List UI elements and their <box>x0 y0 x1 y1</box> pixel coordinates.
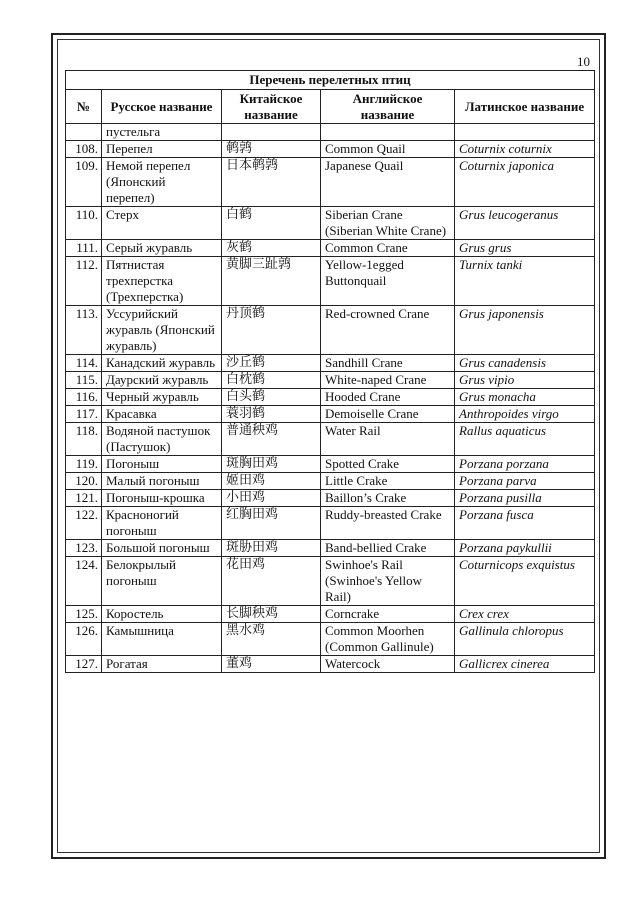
header-number: № <box>66 90 102 124</box>
cell-chinese-name: 小田鸡 <box>222 490 321 507</box>
cell-russian-name: Черный журавль <box>102 389 222 406</box>
cell-number: 119. <box>66 456 102 473</box>
cell-english-name: Baillon’s Crake <box>321 490 455 507</box>
cell-russian-name: Коростель <box>102 606 222 623</box>
cell-english-name: Watercock <box>321 656 455 673</box>
cell-chinese-name: 日本鹌鹑 <box>222 158 321 207</box>
cell-chinese-name: 花田鸡 <box>222 557 321 606</box>
cell-latin-name: Gallinula chloropus <box>455 623 595 656</box>
cell-number: 126. <box>66 623 102 656</box>
cell-latin-name: Coturnicops exquistus <box>455 557 595 606</box>
cell-english-name: Little Crake <box>321 473 455 490</box>
cell-chinese-name: 长脚秧鸡 <box>222 606 321 623</box>
cell-number: 112. <box>66 257 102 306</box>
cell-chinese-name: 白枕鹤 <box>222 372 321 389</box>
header-russian-name: Русское название <box>102 90 222 124</box>
table-row <box>66 141 595 158</box>
table-row <box>66 306 595 355</box>
cell-number: 122. <box>66 507 102 540</box>
cell-russian-name: Канадский журавль <box>102 355 222 372</box>
cell-latin-name: Porzana pusilla <box>455 490 595 507</box>
cell-latin-name: Grus canadensis <box>455 355 595 372</box>
cell-chinese-name: 丹顶鹤 <box>222 306 321 355</box>
cell-chinese-name: 白头鹤 <box>222 389 321 406</box>
cell-latin-name <box>455 124 595 141</box>
header-chinese-name: Китайское название <box>222 90 321 124</box>
cell-russian-name: Серый журавль <box>102 240 222 257</box>
cell-english-name: Sandhill Crane <box>321 355 455 372</box>
cell-number: 113. <box>66 306 102 355</box>
cell-number: 109. <box>66 158 102 207</box>
cell-chinese-name: 黄脚三趾鹑 <box>222 257 321 306</box>
cell-latin-name: Porzana porzana <box>455 456 595 473</box>
table-row <box>66 423 595 456</box>
cell-chinese-name: 红胸田鸡 <box>222 507 321 540</box>
cell-russian-name: пустельга <box>102 124 222 141</box>
table-row <box>66 158 595 207</box>
cell-russian-name: Немой перепел (Японский перепел) <box>102 158 222 207</box>
table-header-row <box>66 90 595 124</box>
cell-chinese-name: 姬田鸡 <box>222 473 321 490</box>
table-row <box>66 207 595 240</box>
cell-chinese-name: 斑胁田鸡 <box>222 540 321 557</box>
table-row <box>66 240 595 257</box>
header-latin-name: Латинское название <box>455 90 595 124</box>
table-row <box>66 623 595 656</box>
cell-latin-name: Coturnix coturnix <box>455 141 595 158</box>
cell-number <box>66 124 102 141</box>
table-row <box>66 606 595 623</box>
header-english-name: Английское название <box>321 90 455 124</box>
table-row <box>66 456 595 473</box>
cell-latin-name: Turnix tanki <box>455 257 595 306</box>
table-row <box>66 656 595 673</box>
cell-number: 115. <box>66 372 102 389</box>
cell-english-name: Spotted Crake <box>321 456 455 473</box>
cell-latin-name: Grus grus <box>455 240 595 257</box>
cell-number: 118. <box>66 423 102 456</box>
cell-number: 124. <box>66 557 102 606</box>
cell-number: 114. <box>66 355 102 372</box>
cell-chinese-name: 灰鹤 <box>222 240 321 257</box>
cell-english-name: Ruddy-breasted Crake <box>321 507 455 540</box>
cell-russian-name: Камышница <box>102 623 222 656</box>
cell-chinese-name: 普通秧鸡 <box>222 423 321 456</box>
cell-chinese-name <box>222 124 321 141</box>
cell-english-name: Common Crane <box>321 240 455 257</box>
cell-russian-name: Красавка <box>102 406 222 423</box>
cell-russian-name: Погоныш-крошка <box>102 490 222 507</box>
cell-english-name: Japanese Quail <box>321 158 455 207</box>
cell-russian-name: Водяной пастушок (Пастушок) <box>102 423 222 456</box>
cell-chinese-name: 沙丘鹤 <box>222 355 321 372</box>
cell-chinese-name: 黑水鸡 <box>222 623 321 656</box>
table-row <box>66 540 595 557</box>
cell-number: 123. <box>66 540 102 557</box>
cell-russian-name: Даурский журавль <box>102 372 222 389</box>
table-row <box>66 490 595 507</box>
table-title-row <box>66 71 595 90</box>
cell-latin-name: Grus japonensis <box>455 306 595 355</box>
table-title: Перечень перелетных птиц <box>66 71 595 90</box>
table-row <box>66 557 595 606</box>
cell-latin-name: Porzana paykullii <box>455 540 595 557</box>
cell-russian-name: Перепел <box>102 141 222 158</box>
table-row <box>66 257 595 306</box>
cell-english-name: Demoiselle Crane <box>321 406 455 423</box>
cell-english-name: Hooded Crane <box>321 389 455 406</box>
table-row <box>66 406 595 423</box>
cell-number: 116. <box>66 389 102 406</box>
cell-latin-name: Grus vipio <box>455 372 595 389</box>
cell-chinese-name: 斑胸田鸡 <box>222 456 321 473</box>
cell-english-name: Corncrake <box>321 606 455 623</box>
cell-chinese-name: 蓑羽鹤 <box>222 406 321 423</box>
migratory-birds-table <box>65 70 595 673</box>
cell-english-name <box>321 124 455 141</box>
cell-english-name: Red-crowned Crane <box>321 306 455 355</box>
table-row <box>66 473 595 490</box>
cell-chinese-name: 董鸡 <box>222 656 321 673</box>
cell-russian-name: Уссурийский журавль (Японский журавль) <box>102 306 222 355</box>
cell-chinese-name: 鹌鹑 <box>222 141 321 158</box>
cell-russian-name: Рогатая <box>102 656 222 673</box>
cell-number: 127. <box>66 656 102 673</box>
cell-number: 125. <box>66 606 102 623</box>
page-number: 10 <box>577 54 590 69</box>
continuation-row <box>66 124 595 141</box>
cell-number: 120. <box>66 473 102 490</box>
cell-russian-name: Малый погоныш <box>102 473 222 490</box>
cell-english-name: Water Rail <box>321 423 455 456</box>
cell-english-name: Common Quail <box>321 141 455 158</box>
cell-latin-name: Rallus aquaticus <box>455 423 595 456</box>
cell-latin-name: Crex crex <box>455 606 595 623</box>
cell-english-name: Siberian Crane (Siberian White Crane) <box>321 207 455 240</box>
cell-chinese-name: 白鹤 <box>222 207 321 240</box>
table-body <box>66 124 595 673</box>
cell-english-name: Yellow-1egged Buttonquail <box>321 257 455 306</box>
cell-latin-name: Grus leucogeranus <box>455 207 595 240</box>
cell-number: 111. <box>66 240 102 257</box>
cell-number: 121. <box>66 490 102 507</box>
cell-english-name: Band-bellied Crake <box>321 540 455 557</box>
cell-latin-name: Porzana fusca <box>455 507 595 540</box>
cell-latin-name: Anthropoides virgo <box>455 406 595 423</box>
cell-latin-name: Coturnix japonica <box>455 158 595 207</box>
table-row <box>66 372 595 389</box>
cell-latin-name: Grus monacha <box>455 389 595 406</box>
cell-number: 117. <box>66 406 102 423</box>
cell-russian-name: Пятнистая трехперстка (Трехперстка) <box>102 257 222 306</box>
cell-number: 108. <box>66 141 102 158</box>
cell-latin-name: Gallicrex cinerea <box>455 656 595 673</box>
cell-russian-name: Стерх <box>102 207 222 240</box>
table-row <box>66 507 595 540</box>
cell-russian-name: Красноногий погоныш <box>102 507 222 540</box>
cell-latin-name: Porzana parva <box>455 473 595 490</box>
table-row <box>66 355 595 372</box>
cell-russian-name: Большой погоныш <box>102 540 222 557</box>
cell-number: 110. <box>66 207 102 240</box>
cell-english-name: White-naped Crane <box>321 372 455 389</box>
cell-russian-name: Погоныш <box>102 456 222 473</box>
cell-english-name: Common Moorhen (Common Gallinule) <box>321 623 455 656</box>
cell-english-name: Swinhoe's Rail (Swinhoe's Yellow Rail) <box>321 557 455 606</box>
table-row <box>66 389 595 406</box>
cell-russian-name: Белокрылый погоныш <box>102 557 222 606</box>
